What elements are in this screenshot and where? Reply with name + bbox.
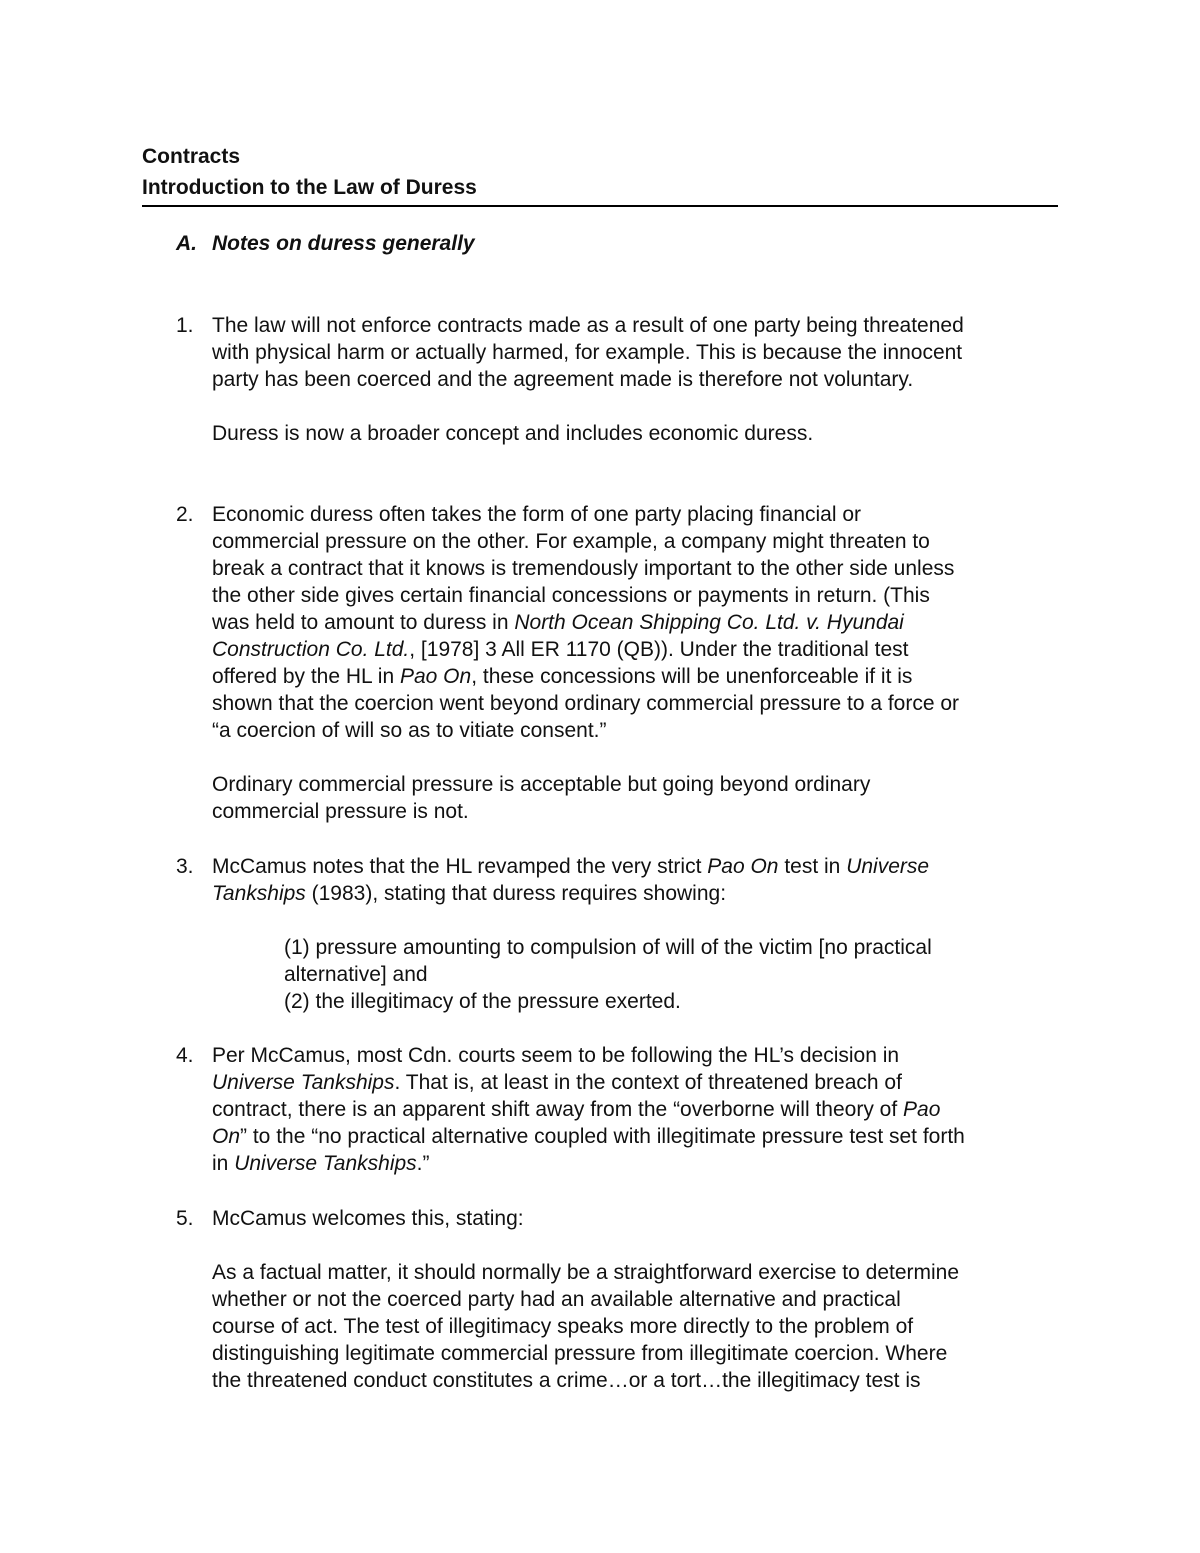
list-item-2 — [176, 501, 1076, 825]
text-line: commercial pressure on the other. For example, a company might threaten to — [212, 530, 930, 553]
list-item-1 — [176, 312, 1076, 447]
list-item-3 — [176, 853, 1076, 1015]
text-line: McCamus welcomes this, stating: — [212, 1207, 524, 1230]
text-line: alternative] and — [284, 963, 428, 986]
list-item-5 — [176, 1205, 1076, 1394]
text-line: Per McCamus, most Cdn. courts seem to be following the HL’s decision in — [212, 1044, 900, 1067]
text-line — [212, 636, 1072, 663]
case-citation: Tankships — [212, 882, 306, 905]
document-subtitle: Introduction to the Law of Duress — [142, 176, 477, 199]
case-citation: Universe Tankships — [234, 1152, 417, 1175]
text-line — [212, 663, 1072, 690]
paragraph — [212, 771, 1072, 825]
text-line — [212, 1123, 1072, 1150]
paragraph — [212, 312, 1072, 393]
paragraph — [212, 1205, 1072, 1232]
block-quote — [212, 1259, 1072, 1394]
list-number: 5. — [176, 1207, 194, 1230]
text-line: whether or not the coerced party had an available alternative and practical — [212, 1288, 901, 1311]
text-line — [212, 880, 1072, 907]
text-run: , these concessions will be unenforceable if it is — [471, 665, 913, 688]
text-run: ” to the “no practical alternative coupled with illegitimate pressure test set forth — [240, 1125, 965, 1148]
text-line — [212, 1096, 1072, 1123]
text-line: the other side gives certain financial concessions or payments in return. (This — [212, 584, 930, 607]
list-item-body — [212, 853, 1072, 1015]
case-citation: Pao On — [399, 665, 472, 688]
text-line: (2) the illegitimacy of the pressure exerted. — [284, 990, 681, 1013]
paragraph — [212, 1042, 1072, 1177]
text-run: in — [212, 1152, 235, 1175]
case-citation: Pao On — [707, 855, 779, 878]
text-line: party has been coerced and the agreement made is therefore not voluntary. — [212, 368, 914, 391]
text-line — [212, 609, 1072, 636]
text-line: Duress is now a broader concept and includes economic duress. — [212, 422, 814, 445]
text-line: As a factual matter, it should normally be a straightforward exercise to determine — [212, 1261, 960, 1284]
text-line: break a contract that it knows is tremendously important to the other side unless — [212, 557, 955, 580]
text-line — [212, 853, 1072, 880]
section-heading — [176, 229, 475, 259]
paragraph — [212, 501, 1072, 744]
list-item-body — [212, 501, 1072, 825]
list-item-4 — [176, 1042, 1076, 1177]
text-line: Economic duress often takes the form of one party placing financial or — [212, 503, 862, 526]
list-number: 1. — [176, 314, 194, 337]
list-number: 2. — [176, 503, 194, 526]
document-title: Contracts — [142, 145, 241, 168]
text-run: was held to amount to duress in — [212, 611, 515, 634]
section-title: Notes on duress generally — [212, 232, 475, 255]
list-item-body — [212, 1042, 1072, 1177]
list-number: 4. — [176, 1044, 194, 1067]
case-citation: Universe Tankships — [212, 1071, 395, 1094]
requirements-list — [284, 934, 1072, 1015]
text-line: distinguishing legitimate commercial pressure from illegitimate coercion. Where — [212, 1342, 948, 1365]
text-line: the threatened conduct constitutes a crime…or a tort…the illegitimacy test is — [212, 1369, 921, 1392]
case-citation: On — [212, 1125, 241, 1148]
text-line: shown that the coercion went beyond ordinary commercial pressure to a force or — [212, 692, 960, 715]
requirement-2 — [284, 988, 1072, 1015]
text-line — [212, 1069, 1072, 1096]
case-citation: Pao — [903, 1098, 941, 1121]
paragraph — [212, 420, 1072, 447]
text-run: test in — [778, 855, 847, 878]
case-citation: North Ocean Shipping Co. Ltd. v. Hyundai — [514, 611, 904, 634]
requirement-1 — [284, 934, 1072, 988]
list-number: 3. — [176, 855, 194, 878]
text-run: offered by the HL in — [212, 665, 400, 688]
list-item-body — [212, 312, 1072, 447]
text-run: . That is, at least in the context of threatened breach of — [394, 1071, 902, 1094]
case-citation: Construction Co. Ltd. — [212, 638, 410, 661]
text-line: Ordinary commercial pressure is acceptable but going beyond ordinary — [212, 773, 871, 796]
text-line: (1) pressure amounting to compulsion of will of the victim [no practical — [284, 936, 932, 959]
document-header — [142, 141, 1058, 207]
text-line: The law will not enforce contracts made as a result of one party being threatened — [212, 314, 964, 337]
paragraph — [212, 853, 1072, 907]
text-line: with physical harm or actually harmed, for example. This is because the innocent — [212, 341, 963, 364]
list-item-body — [212, 1205, 1072, 1394]
section-letter: A. — [176, 232, 197, 255]
text-run: McCamus notes that the HL revamped the very strict — [212, 855, 708, 878]
text-line — [212, 1150, 1072, 1177]
text-line: “a coercion of will so as to vitiate consent.” — [212, 719, 607, 742]
text-line: commercial pressure is not. — [212, 800, 469, 823]
text-run: (1983), stating that duress requires showing: — [305, 882, 727, 905]
text-run: .” — [416, 1152, 430, 1175]
text-run: contract, there is an apparent shift away from the “overborne will theory of — [212, 1098, 904, 1121]
text-line: course of act. The test of illegitimacy speaks more directly to the problem of — [212, 1315, 914, 1338]
case-citation: Universe — [846, 855, 930, 878]
text-run: , [1978] 3 All ER 1170 (QB)). Under the traditional test — [409, 638, 909, 661]
